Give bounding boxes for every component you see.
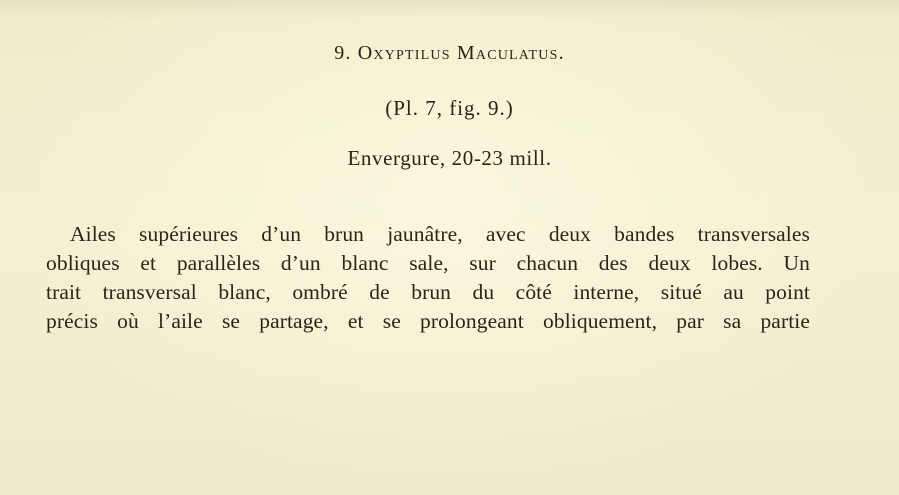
paragraph-line: précis où l’aile se partage, et se prolongeant obliquement, par sa partie [46,309,810,333]
paragraph-line: trait transversal blanc, ombré de brun du côté interne, situé au point [46,280,810,304]
paragraph-line: Ailes supérieures d’un brun jaunâtre, avec deux bandes transversales [70,222,810,246]
species-title: 9. Oxyptilus Maculatus. [334,42,565,64]
description-paragraph [46,220,810,336]
paragraph-line: obliques et parallèles d’un blanc sale, sur chacun des deux lobes. Un [46,251,810,275]
plate-reference: (Pl. 7, fig. 9.) [385,96,514,120]
wingspan-line: Envergure, 20-23 mill. [347,146,552,170]
show-through-shadow [0,0,899,20]
